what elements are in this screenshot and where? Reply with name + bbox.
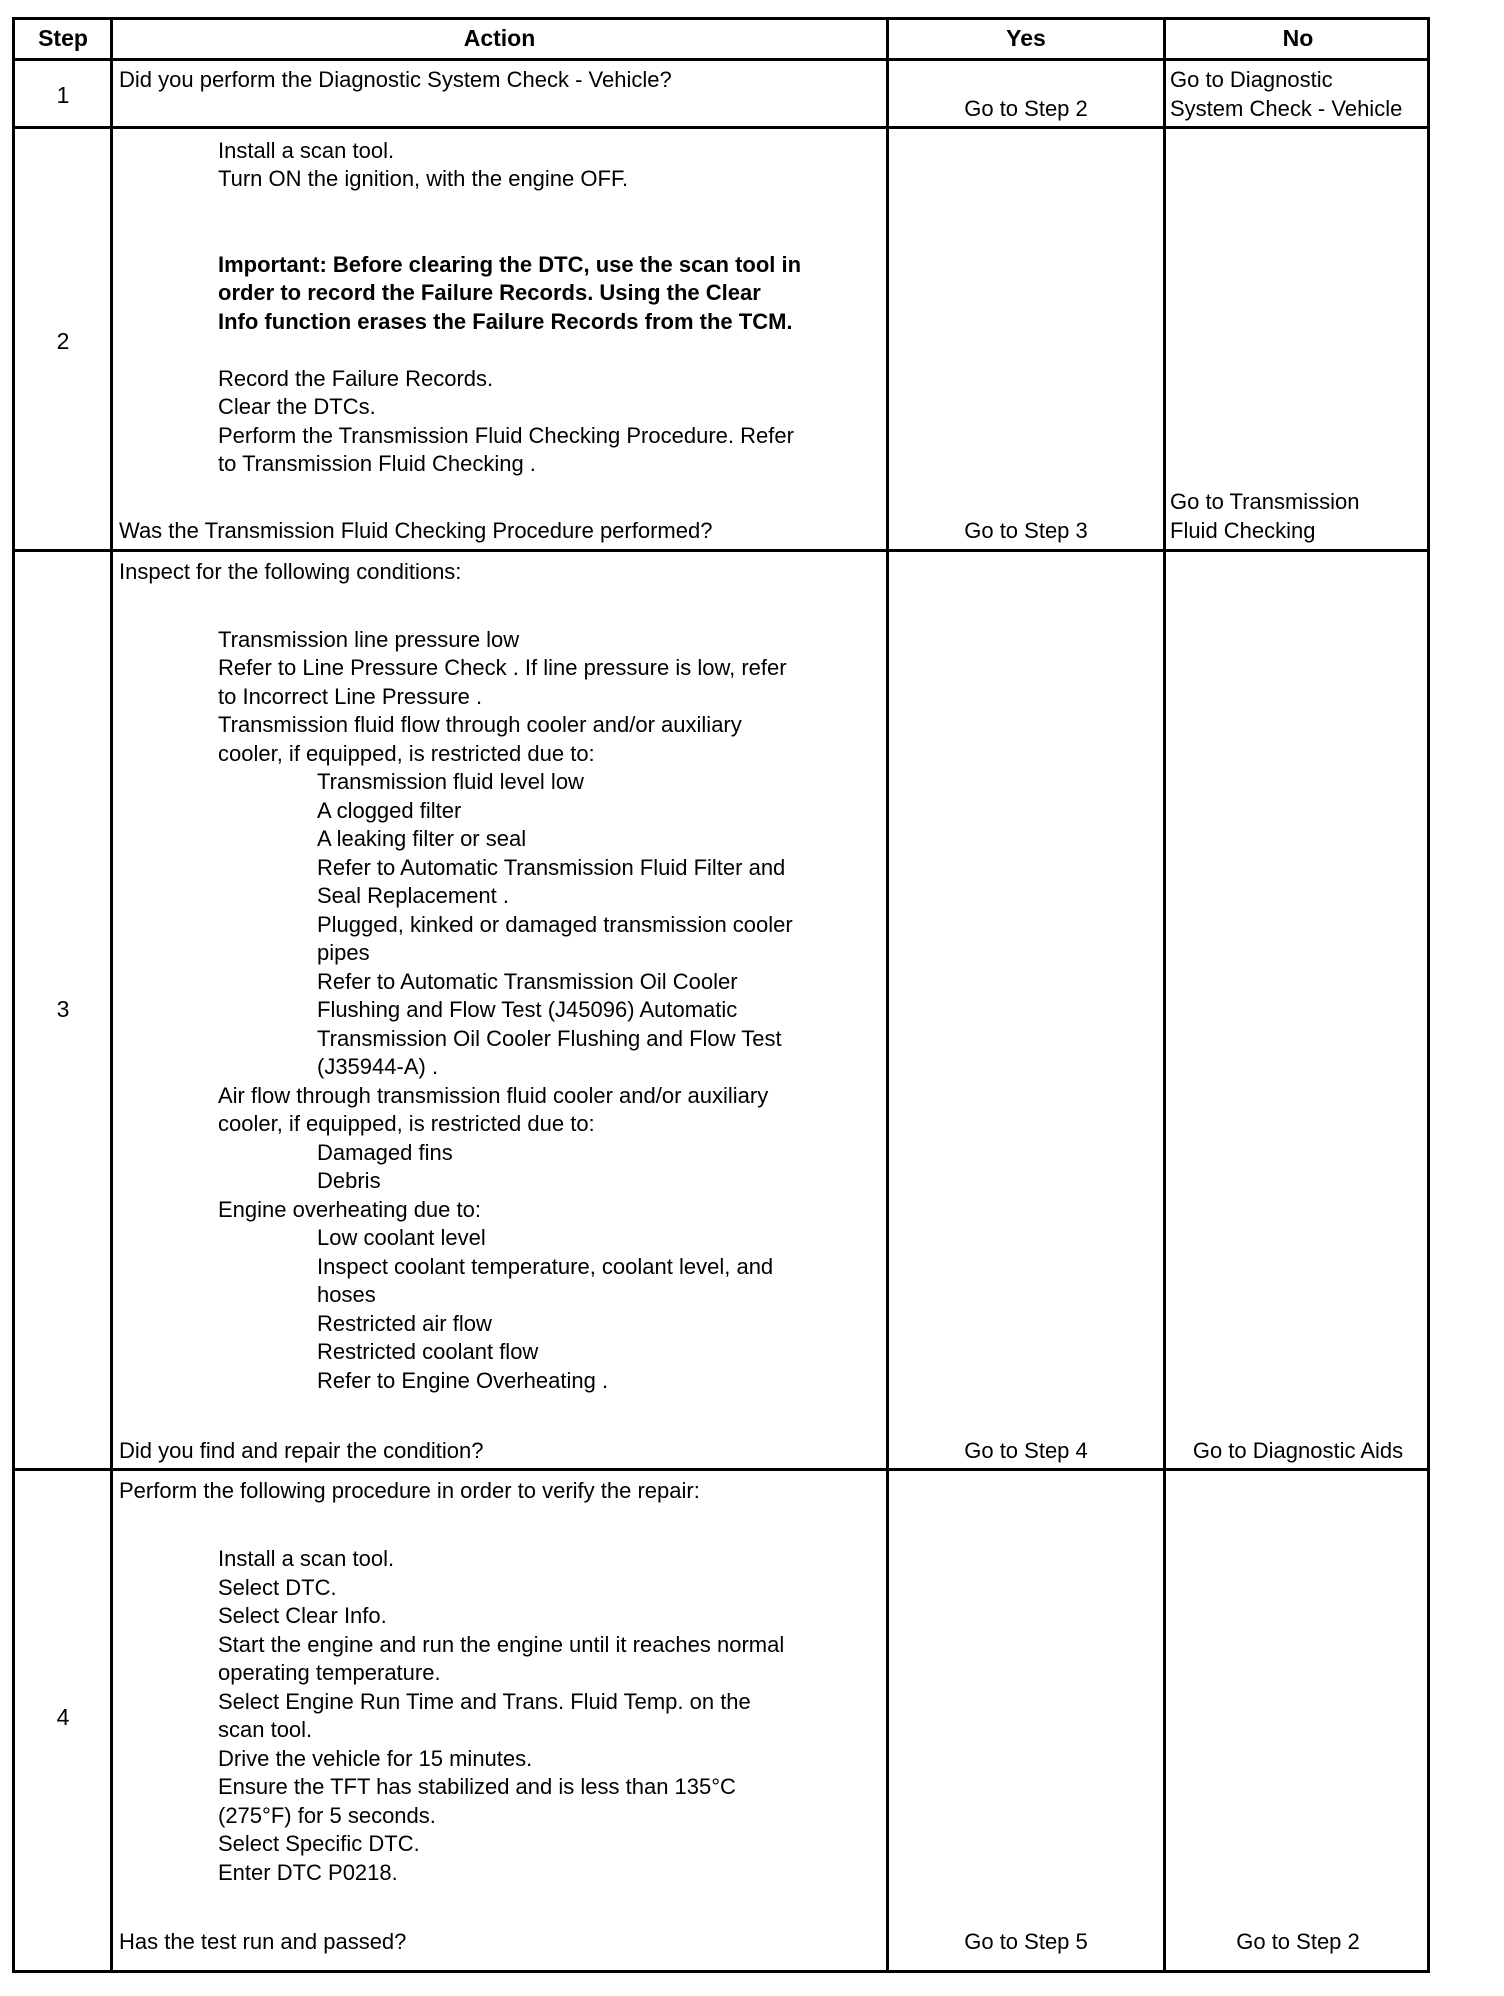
step2-action-line: Turn ON the ignition, with the engine OFF. <box>218 166 629 191</box>
step3-subline: hoses <box>317 1282 376 1307</box>
step3-subline: Refer to Automatic Transmission Oil Cooler <box>317 969 738 994</box>
step4-line: Select Specific DTC. <box>218 1831 420 1856</box>
step3-line: cooler, if equipped, is restricted due to: <box>218 741 595 766</box>
step-number-4: 4 <box>56 1704 70 1730</box>
step-number-2: 2 <box>56 328 70 354</box>
step3-line: Engine overheating due to: <box>218 1197 481 1222</box>
step4-question: Has the test run and passed? <box>119 1929 407 1954</box>
header-yes: Yes <box>1006 25 1046 51</box>
step3-subline: A clogged filter <box>317 798 462 823</box>
header-no: No <box>1282 25 1314 51</box>
step4-no: Go to Step 2 <box>1236 1929 1360 1954</box>
row-divider-2 <box>12 549 1430 552</box>
step2-action-line: Perform the Transmission Fluid Checking Procedure. Refer <box>218 423 794 448</box>
step2-important-line: Info function erases the Failure Records from the TCM. <box>218 309 793 334</box>
step3-subline: Damaged fins <box>317 1140 453 1165</box>
step3-subline: Transmission fluid level low <box>317 769 584 794</box>
step4-line: (275°F) for 5 seconds. <box>218 1803 436 1828</box>
step3-question: Did you find and repair the condition? <box>119 1438 484 1463</box>
row-divider-3 <box>12 1468 1430 1471</box>
step3-subline: Seal Replacement . <box>317 883 509 908</box>
col-divider-yes <box>1163 17 1166 1973</box>
step3-subline: Refer to Engine Overheating . <box>317 1368 609 1393</box>
step4-intro: Perform the following procedure in order to verify the repair: <box>119 1478 700 1503</box>
row-divider-1 <box>12 126 1430 129</box>
step3-subline: (J35944-A) . <box>317 1054 439 1079</box>
step2-question: Was the Transmission Fluid Checking Procedure performed? <box>119 518 713 543</box>
step3-yes: Go to Step 4 <box>964 1438 1088 1463</box>
step1-action: Did you perform the Diagnostic System Check - Vehicle? <box>119 67 672 92</box>
step2-important-line: Important: Before clearing the DTC, use the scan tool in <box>218 252 802 277</box>
step2-action-line: to Transmission Fluid Checking . <box>218 451 536 476</box>
step4-line: Install a scan tool. <box>218 1546 395 1571</box>
step3-subline: Restricted air flow <box>317 1311 492 1336</box>
header-action: Action <box>463 25 536 51</box>
step2-important-line: order to record the Failure Records. Using the Clear <box>218 280 761 305</box>
step3-subline: Restricted coolant flow <box>317 1339 539 1364</box>
step3-subline: Refer to Automatic Transmission Fluid Filter and <box>317 855 786 880</box>
step3-subline: Flushing and Flow Test (J45096) Automatic <box>317 997 738 1022</box>
step1-yes: Go to Step 2 <box>964 96 1088 121</box>
step3-subline: Plugged, kinked or damaged transmission cooler <box>317 912 793 937</box>
step4-line: Select Engine Run Time and Trans. Fluid Temp. on the <box>218 1689 751 1714</box>
step3-line: Transmission fluid flow through cooler and/or auxiliary <box>218 712 742 737</box>
step2-action-line: Clear the DTCs. <box>218 394 376 419</box>
step4-line: Select DTC. <box>218 1575 337 1600</box>
step2-yes: Go to Step 3 <box>964 518 1088 543</box>
step-number-1: 1 <box>56 82 70 108</box>
row-divider-header <box>12 58 1430 61</box>
step3-subline: Debris <box>317 1168 381 1193</box>
step2-action-line: Record the Failure Records. <box>218 366 494 391</box>
step4-line: operating temperature. <box>218 1660 441 1685</box>
step-number-3: 3 <box>56 996 70 1022</box>
step3-line: Refer to Line Pressure Check . If line pressure is low, refer <box>218 655 787 680</box>
step3-no: Go to Diagnostic Aids <box>1192 1438 1404 1463</box>
step3-line: Air flow through transmission fluid cooler and/or auxiliary <box>218 1083 769 1108</box>
step3-subline: pipes <box>317 940 370 965</box>
step4-yes: Go to Step 5 <box>964 1929 1088 1954</box>
header-step: Step <box>38 25 88 51</box>
step4-line: Enter DTC P0218. <box>218 1860 398 1885</box>
step2-no-line: Fluid Checking <box>1170 518 1316 543</box>
col-divider-step <box>110 17 113 1973</box>
step4-line: Drive the vehicle for 15 minutes. <box>218 1746 533 1771</box>
step2-action-line: Install a scan tool. <box>218 138 395 163</box>
step1-no-line: System Check - Vehicle <box>1170 96 1403 121</box>
step3-line: to Incorrect Line Pressure . <box>218 684 483 709</box>
step4-line: Ensure the TFT has stabilized and is less than 135°C <box>218 1774 736 1799</box>
step3-line: Transmission line pressure low <box>218 627 520 652</box>
step3-line: cooler, if equipped, is restricted due to: <box>218 1111 595 1136</box>
step1-no-line: Go to Diagnostic <box>1170 67 1333 92</box>
step3-subline: Transmission Oil Cooler Flushing and Flow Test <box>317 1026 782 1051</box>
step3-intro: Inspect for the following conditions: <box>119 559 462 584</box>
step2-no-line: Go to Transmission <box>1170 489 1360 514</box>
step3-subline: Inspect coolant temperature, coolant level, and <box>317 1254 774 1279</box>
step3-subline: Low coolant level <box>317 1225 486 1250</box>
step3-subline: A leaking filter or seal <box>317 826 527 851</box>
step4-line: Start the engine and run the engine until it reaches normal <box>218 1632 785 1657</box>
col-divider-action <box>886 17 889 1973</box>
step4-line: Select Clear Info. <box>218 1603 387 1628</box>
step4-line: scan tool. <box>218 1717 313 1742</box>
